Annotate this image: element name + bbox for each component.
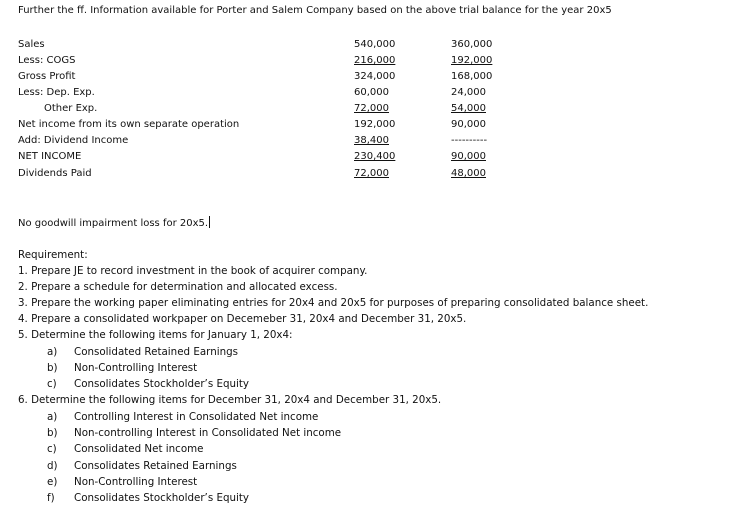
goodwill-note-text: No goodwill impairment loss for 20x5. — [18, 218, 209, 229]
porter-value: 216,000 — [354, 55, 396, 66]
salem-value: 54,000 — [451, 103, 486, 114]
row-label: Add: Dividend Income — [18, 135, 129, 146]
porter-value: 540,000 — [354, 39, 396, 50]
sub-marker: f) — [47, 492, 55, 504]
requirement-item: 4. Prepare a consolidated workpaper on Decemeber 31, 20x4 and December 31, 20x5. — [18, 313, 467, 325]
sub-item: Non-controlling Interest in Consolidated Net income — [74, 427, 342, 439]
sub-item: Non-Controlling Interest — [74, 362, 198, 374]
salem-value: 360,000 — [451, 39, 493, 50]
requirement-item: 2. Prepare a schedule for determination and allocated excess. — [18, 281, 338, 293]
sub-marker: e) — [47, 476, 58, 488]
sub-item: Controlling Interest in Consolidated Net income — [74, 411, 319, 423]
goodwill-note — [18, 216, 210, 230]
salem-value: 90,000 — [451, 151, 486, 162]
sub-item: Consolidated Net income — [74, 443, 204, 455]
sub-marker: a) — [47, 411, 58, 423]
sub-marker: a) — [47, 346, 58, 358]
salem-value: 168,000 — [451, 71, 493, 82]
sub-item: Non-Controlling Interest — [74, 476, 198, 488]
row-label: Sales — [18, 39, 45, 50]
sub-item: Consolidates Stockholder’s Equity — [74, 492, 250, 504]
row-label: Less: COGS — [18, 55, 76, 66]
row-label: Less: Dep. Exp. — [18, 87, 95, 98]
requirement-item: 3. Prepare the working paper eliminating entries for 20x4 and 20x5 for purposes of preparing consolidated balance sheet. — [18, 297, 649, 309]
sub-marker: c) — [47, 443, 57, 455]
salem-value: 90,000 — [451, 119, 486, 130]
porter-value: 72,000 — [354, 103, 389, 114]
sub-item: Consolidates Stockholder’s Equity — [74, 378, 250, 390]
requirement-item: 1. Prepare JE to record investment in the book of acquirer company. — [18, 265, 368, 277]
row-label: Dividends Paid — [18, 168, 92, 179]
text-cursor — [209, 216, 210, 228]
porter-value: 72,000 — [354, 168, 389, 179]
porter-value: 324,000 — [354, 71, 396, 82]
sub-marker: c) — [47, 378, 57, 390]
row-label: Other Exp. — [44, 103, 98, 114]
sub-item: Consolidated Retained Earnings — [74, 346, 239, 358]
intro-text: Further the ff. Information available for Porter and Salem Company based on the above trial balance for the year 20x5 — [18, 5, 612, 16]
salem-value: 192,000 — [451, 55, 493, 66]
salem-value: 48,000 — [451, 168, 486, 179]
requirement-item: 6. Determine the following items for December 31, 20x4 and December 31, 20x5. — [18, 394, 442, 406]
porter-value: 60,000 — [354, 87, 389, 98]
porter-value: 230,400 — [354, 151, 396, 162]
requirement-item: 5. Determine the following items for January 1, 20x4: — [18, 329, 293, 341]
requirements-heading: Requirement: — [18, 249, 88, 261]
sub-item: Consolidates Retained Earnings — [74, 460, 237, 472]
sub-marker: b) — [47, 362, 58, 374]
sub-marker: d) — [47, 460, 58, 472]
porter-value: 192,000 — [354, 119, 396, 130]
row-label: Net income from its own separate operation — [18, 119, 240, 130]
row-label: NET INCOME — [18, 151, 82, 162]
salem-value: 24,000 — [451, 87, 486, 98]
porter-value: 38,400 — [354, 135, 389, 146]
salem-value: ---------- — [451, 135, 488, 146]
sub-marker: b) — [47, 427, 58, 439]
row-label: Gross Profit — [18, 71, 76, 82]
